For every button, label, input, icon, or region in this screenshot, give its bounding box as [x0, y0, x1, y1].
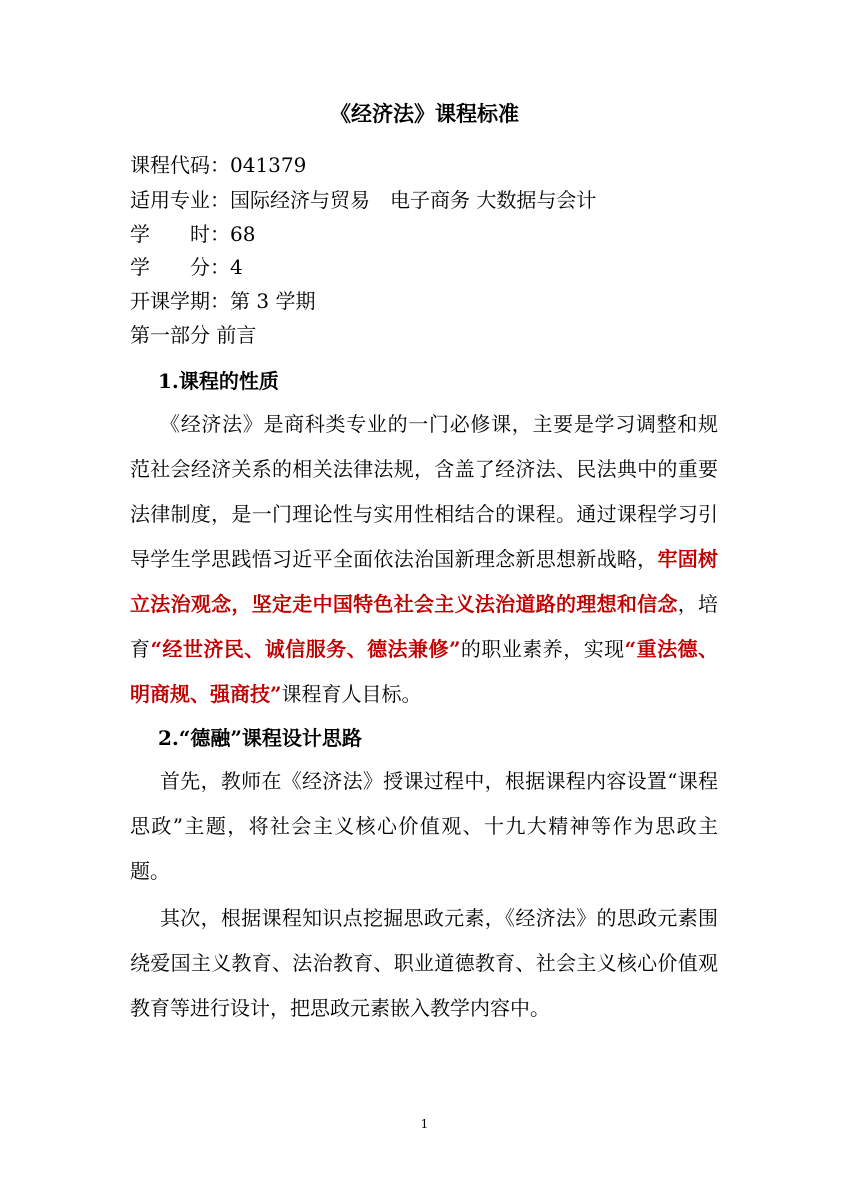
- section-course-nature-heading: 1.课程的性质: [158, 369, 279, 393]
- course-nature-highlight-3: “重法德、明商规、强商技”: [130, 637, 719, 706]
- term-value: 第 3 学期: [230, 289, 316, 313]
- document-title: 《经济法》课程标准: [330, 101, 519, 126]
- course-nature-text-d: 课程育人目标。: [281, 682, 422, 706]
- class-hours-label: 学 时：: [130, 222, 230, 246]
- credits-line: [130, 252, 243, 282]
- applicable-major-value: 国际经济与贸易 电子商务 大数据与会计: [230, 188, 597, 212]
- term-label: 开课学期：: [130, 289, 230, 313]
- part-one-heading: 第一部分 前言: [130, 323, 257, 347]
- design-approach-paragraph-1: 首先，教师在《经济法》授课过程中，根据课程内容设置“课程思政”主题，将社会主义核心价值观、十九大精神等作为思政主题。: [130, 769, 718, 883]
- section-design-approach-heading: 2.“德融”课程设计思路: [158, 726, 362, 750]
- course-code-line: [130, 150, 306, 180]
- applicable-major-label: 适用专业：: [130, 188, 230, 212]
- class-hours-value: 68: [230, 222, 256, 246]
- credits-label: 学 分：: [130, 255, 230, 279]
- course-nature-paragraph: [130, 402, 718, 717]
- course-nature-text-a: 《经济法》是商科类专业的一门必修课，主要是学习调整和规范社会经济关系的相关法律法规，含盖了经济法、民法典中的重要法律制度，是一门理论性与实用性相结合的课程。通过课程学习引导学生学思践悟习近平全面依法治国新理念新思想新战略，: [130, 412, 718, 571]
- term-line: [130, 286, 315, 316]
- page-number: 1: [420, 1117, 429, 1131]
- class-hours-line: [130, 219, 255, 249]
- course-nature-text-c: 的职业素养，实现: [460, 637, 625, 661]
- credits-value: 4: [230, 255, 243, 279]
- course-nature-highlight-2: “经世济民、诚信服务、德法兼修”: [150, 637, 461, 661]
- course-code-label: 课程代码：: [130, 153, 230, 177]
- design-approach-paragraph-2: 其次，根据课程知识点挖掘思政元素，《经济法》的思政元素围绕爱国主义教育、法治教育、职业道德教育、社会主义核心价值观教育等进行设计，把思政元素嵌入教学内容中。: [130, 906, 718, 1020]
- course-nature-text-b: ，培育: [130, 592, 719, 661]
- course-code-value: 041379: [230, 153, 307, 177]
- course-nature-highlight-1: 牢固树立法治观念，坚定走中国特色社会主义法治道路的理想和信念: [130, 547, 719, 616]
- applicable-major-line: [130, 185, 596, 215]
